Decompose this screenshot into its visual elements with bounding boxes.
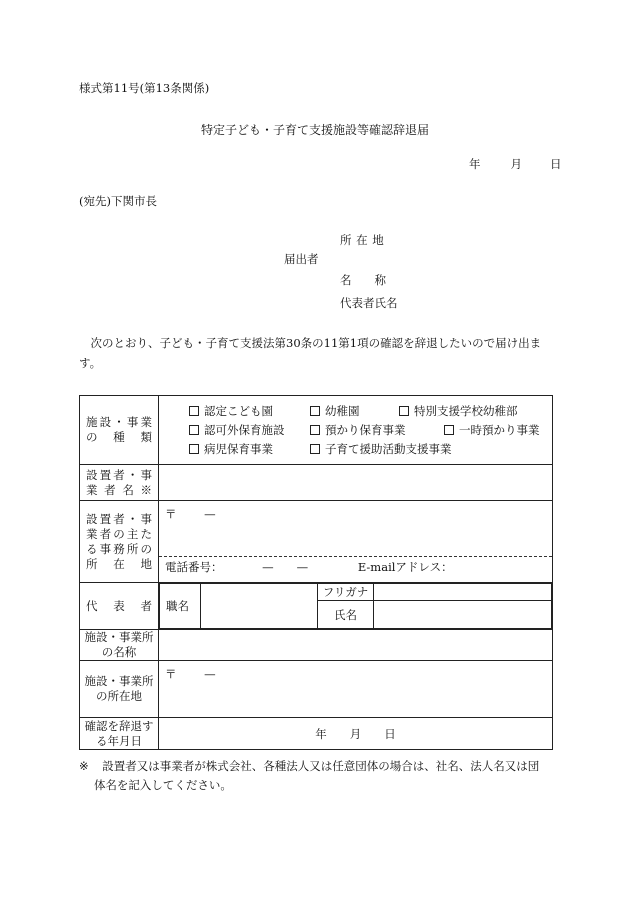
- postal-dash: —: [204, 507, 216, 521]
- operator-name-field[interactable]: [159, 465, 553, 501]
- checkbox-ninteikodomoen[interactable]: 認定こども園: [189, 402, 310, 421]
- checkbox-azukari-hoiku[interactable]: 預かり保育事業: [310, 421, 444, 440]
- checkbox-icon[interactable]: [310, 444, 320, 454]
- facility-type-options: [159, 396, 553, 465]
- checkbox-icon[interactable]: [444, 425, 454, 435]
- checkbox-icon[interactable]: [189, 406, 199, 416]
- footnote: [79, 757, 553, 795]
- facility-address-label: 施設・事業所の所在地: [80, 661, 159, 718]
- document-title: 特定子ども・子育て支援施設等確認辞退届: [200, 123, 429, 137]
- checkbox-icon[interactable]: [310, 425, 320, 435]
- footnote-line-2: 体名を記入してください。: [93, 778, 232, 792]
- person-name-label: 氏名: [318, 601, 374, 629]
- addressee: (宛先)下関市長: [79, 194, 157, 208]
- date-day-label: 日: [550, 157, 562, 171]
- furigana-field[interactable]: [374, 584, 552, 601]
- facility-name-field[interactable]: [159, 630, 553, 661]
- checkbox-icon[interactable]: [399, 406, 409, 416]
- operator-contact-row: [159, 556, 552, 577]
- representative-cell: [159, 583, 553, 630]
- email-label: E-mailアドレス：: [357, 560, 453, 574]
- job-title-label: 職名: [160, 584, 201, 629]
- withdraw-date-value: 年 月 日: [315, 726, 396, 741]
- representative-label: 代表者: [80, 583, 159, 630]
- footnote-mark: ※: [79, 759, 89, 773]
- applicant-address-label: 所在地: [340, 233, 389, 247]
- checkbox-icon[interactable]: [189, 425, 199, 435]
- checkbox-icon[interactable]: [189, 444, 199, 454]
- form-number: 様式第11号(第13条関係): [79, 81, 210, 95]
- checkbox-yochien[interactable]: 幼稚園: [310, 402, 399, 421]
- postal-dash: —: [204, 667, 216, 681]
- checkbox-row-2: [189, 421, 552, 440]
- withdraw-date-field[interactable]: [159, 718, 553, 750]
- checkbox-tokubetsu-shien[interactable]: 特別支援学校幼稚部: [399, 402, 518, 421]
- furigana-label: フリガナ: [318, 584, 374, 601]
- checkbox-row-1: [189, 402, 552, 421]
- applicant-name-label: 名 称: [340, 273, 386, 287]
- facility-name-label: 施設・事業所の名称: [80, 630, 159, 661]
- operator-name-label: 設置者・事業者名※: [80, 465, 159, 501]
- person-name-field[interactable]: [374, 601, 552, 629]
- postal-mark: 〒: [165, 507, 177, 521]
- checkbox-row-3: [189, 440, 552, 459]
- checkbox-icon[interactable]: [310, 406, 320, 416]
- checkbox-ninkagai-hoiku[interactable]: 認可外保育施設: [189, 421, 310, 440]
- checkbox-ichiji-azukari[interactable]: 一時預かり事業: [444, 421, 540, 440]
- footnote-line-1: 設置者又は事業者が株式会社、各種法人又は任意団体の場合は、社名、法人名又は団: [102, 759, 540, 773]
- facility-type-label: 施設・事業の種類: [80, 396, 159, 465]
- checkbox-kosodate-enjo[interactable]: 子育て援助活動支援事業: [310, 440, 452, 459]
- operator-office-cell: [159, 501, 553, 583]
- representative-inner-table: [159, 583, 552, 629]
- withdrawal-form-table: [79, 395, 553, 750]
- date-year-label: 年: [469, 157, 481, 171]
- checkbox-byoji-hoiku[interactable]: 病児保育事業: [189, 440, 310, 459]
- operator-office-label: 設置者・事業者の主たる事務所の所在地: [80, 501, 159, 583]
- applicant-group-label: 届出者: [284, 252, 319, 266]
- date-month-label: 月: [510, 157, 522, 171]
- body-text: 次のとおり、子ども・子育て支援法第30条の11第1項の確認を辞退したいので届け出ます。: [79, 336, 542, 370]
- applicant-representative-label: 代表者氏名: [340, 296, 398, 310]
- withdraw-date-label: 確認を辞退する年月日: [80, 718, 159, 750]
- facility-address-field[interactable]: [159, 661, 553, 718]
- tel-dashes[interactable]: — —: [262, 560, 309, 574]
- tel-label: 電話番号：: [165, 560, 223, 574]
- submission-date: [469, 156, 562, 172]
- job-title-field[interactable]: [201, 584, 318, 629]
- operator-postal-field[interactable]: [159, 501, 552, 556]
- postal-mark: 〒: [165, 667, 177, 681]
